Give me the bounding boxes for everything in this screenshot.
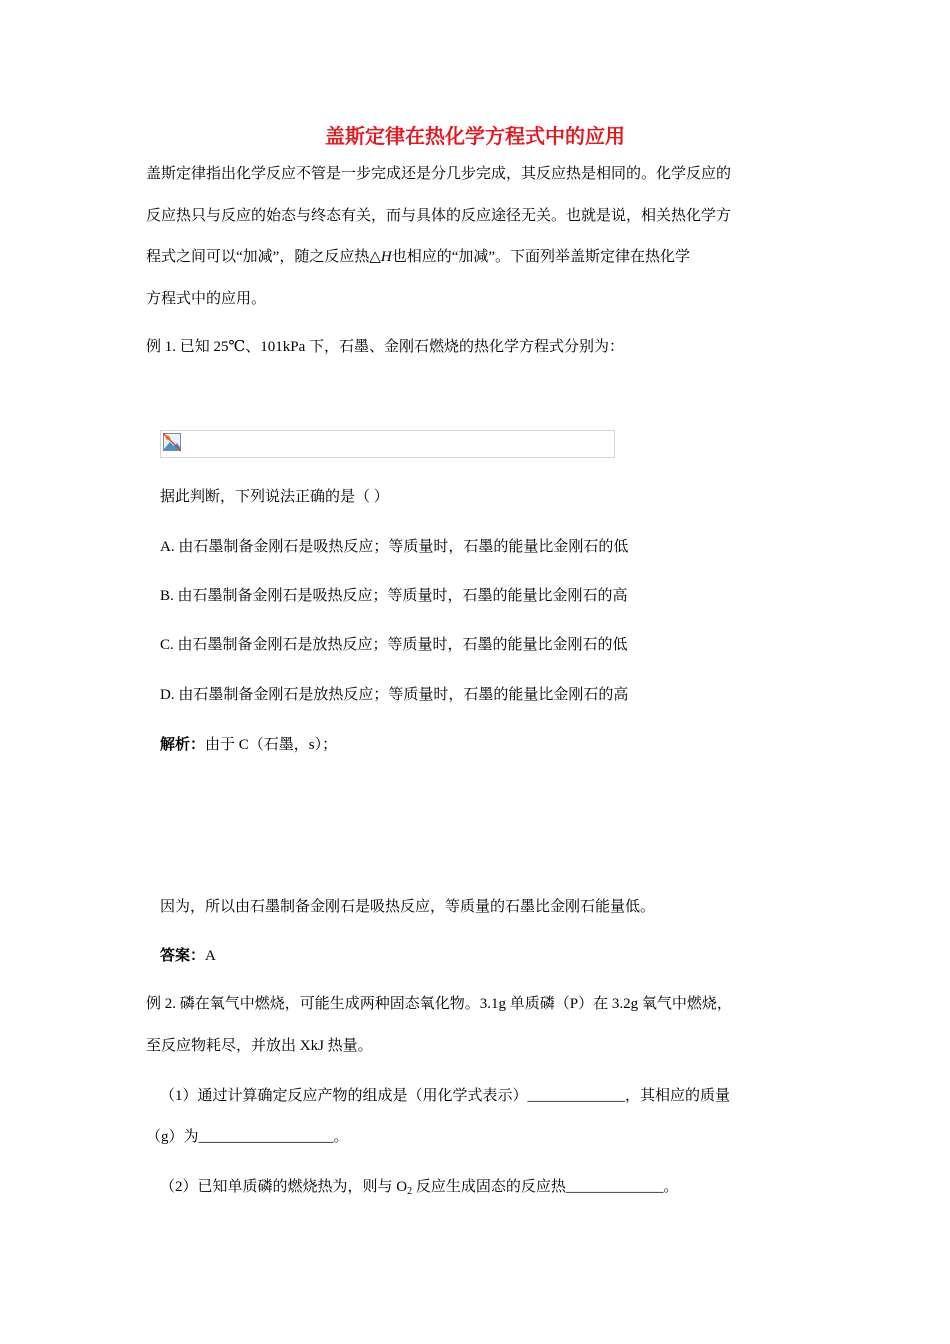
delta-h-symbol: H <box>380 249 392 265</box>
because-line: 因为，所以由石墨制备金刚石是吸热反应，等质量的石墨比金刚石能量低。 <box>160 899 656 915</box>
q2-line <box>160 1175 678 1197</box>
page-title: 盖斯定律在热化学方程式中的应用 <box>325 124 625 148</box>
q2-text-a: （2）已知单质磷的燃烧热为，则与 O <box>160 1179 408 1195</box>
analysis-label: 解析： <box>160 737 206 753</box>
intro-line-2: 反应热只与反应的始态与终态有关，而与具体的反应途径无关。也就是说，相关热化学方 <box>146 208 732 224</box>
option-d: D. 由石墨制备金刚石是放热反应；等质量时，石墨的能量比金刚石的高 <box>160 687 629 703</box>
q1-line-2: （g）为__________________。 <box>146 1129 349 1145</box>
question-text: 据此判断，下列说法正确的是（ ） <box>160 489 389 505</box>
analysis-text: 由于 C（石墨，s）； <box>205 737 338 753</box>
intro-line-3-a: 程式之间可以“加减”，随之反应热△ <box>146 249 381 265</box>
example2-line-2: 至反应物耗尽，并放出 XkJ 热量。 <box>146 1038 373 1054</box>
intro-line-1: 盖斯定律指出化学反应不管是一步完成还是分几步完成，其反应热是相同的。化学反应的 <box>146 166 732 182</box>
option-a: A. 由石墨制备金刚石是吸热反应；等质量时，石墨的能量比金刚石的低 <box>160 539 629 555</box>
answer-text: A <box>205 948 216 964</box>
q1-line-1: （1）通过计算确定反应产物的组成是（用化学式表示）_____________，其相应的质量 <box>160 1088 731 1104</box>
broken-image-icon <box>163 433 181 451</box>
q2-text-b: 反应生成固态的反应热_____________。 <box>412 1179 679 1195</box>
q2-subscript: 2 <box>407 1186 413 1197</box>
answer-label: 答案： <box>160 948 206 964</box>
equation-image <box>160 430 615 458</box>
example1-intro: 例 1. 已知 25℃、101kPa 下，石墨、金刚石燃烧的热化学方程式分别为： <box>146 339 625 355</box>
intro-line-4: 方程式中的应用。 <box>146 291 267 307</box>
option-c: C. 由石墨制备金刚石是放热反应；等质量时，石墨的能量比金刚石的低 <box>160 637 628 653</box>
intro-line-3 <box>146 246 690 268</box>
option-b: B. 由石墨制备金刚石是吸热反应；等质量时，石墨的能量比金刚石的高 <box>160 588 628 604</box>
intro-line-3-b: 也相应的“加减”。下面列举盖斯定律在热化学 <box>391 249 691 265</box>
example2-line-1: 例 2. 磷在氧气中燃烧，可能生成两种固态氧化物。3.1g 单质磷（P）在 3.2g 氧气中燃烧， <box>146 996 732 1012</box>
answer-line <box>160 944 216 965</box>
analysis-line <box>160 733 337 754</box>
